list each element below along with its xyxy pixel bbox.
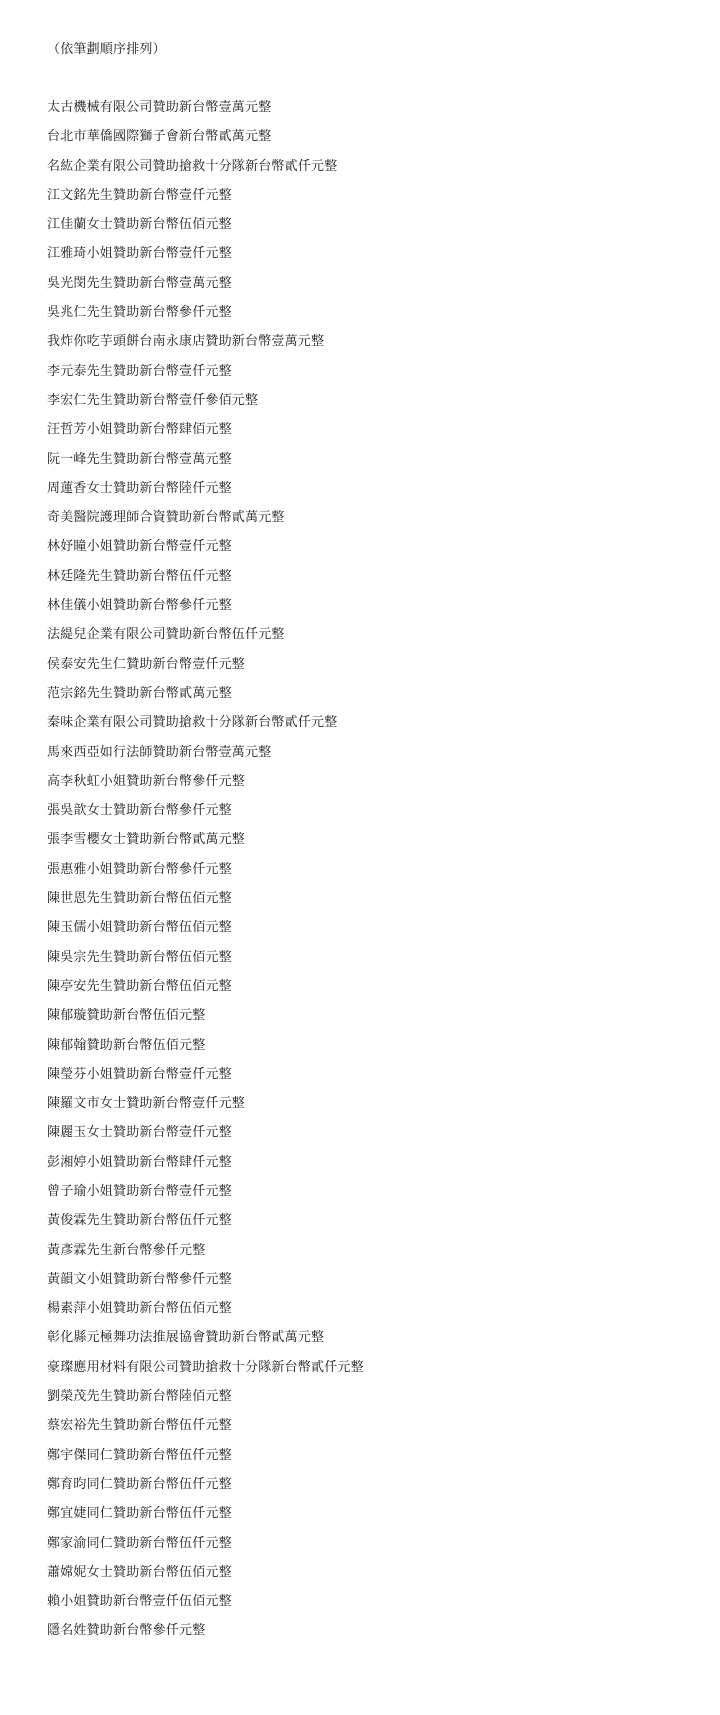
- donor-entry: 江文銘先生贊助新台幣壹仟元整: [47, 187, 232, 203]
- donor-entry: 范宗銘先生贊助新台幣貳萬元整: [47, 685, 232, 701]
- donor-entry: 馬來西亞如行法師贊助新台幣壹萬元整: [47, 744, 272, 760]
- donor-entry: 豪璨應用材料有限公司贊助搶救十分隊新台幣貳仟元整: [47, 1359, 364, 1375]
- donor-entry: 陳吳宗先生贊助新台幣伍佰元整: [47, 949, 232, 965]
- donor-entry: 張惠雅小姐贊助新台幣參仟元整: [47, 861, 232, 877]
- donor-entry: 李元泰先生贊助新台幣壹仟元整: [47, 363, 232, 379]
- donor-entry: 侯泰安先生仁贊助新台幣壹仟元整: [47, 656, 246, 672]
- donor-entry: 陳郁翰贊助新台幣伍佰元整: [47, 1037, 206, 1053]
- donor-entry: 吳光閔先生贊助新台幣壹萬元整: [47, 275, 232, 291]
- donor-entry: 林佳儀小姐贊助新台幣參仟元整: [47, 598, 232, 614]
- donor-entry: 黃俊霖先生贊助新台幣伍仟元整: [47, 1213, 232, 1229]
- donor-entry: 彭湘婷小姐贊助新台幣肆仟元整: [47, 1154, 232, 1170]
- donor-entry: 陳麗玉女士贊助新台幣壹仟元整: [47, 1125, 232, 1141]
- donor-entry: 曾子瑜小姐贊助新台幣壹仟元整: [47, 1183, 232, 1199]
- donor-entry: 楊素萍小姐贊助新台幣伍佰元整: [47, 1301, 232, 1317]
- donor-entry: 鄭宇傑同仁贊助新台幣伍仟元整: [47, 1447, 232, 1463]
- donor-entry: 鄭宜婕同仁贊助新台幣伍仟元整: [47, 1506, 232, 1522]
- donor-entry: 張吳歆女士贊助新台幣參仟元整: [47, 803, 232, 819]
- donor-entry: 彰化縣元極舞功法推展協會贊助新台幣貳萬元整: [47, 1330, 325, 1346]
- donor-entry: 陳郁璇贊助新台幣伍佰元整: [47, 1008, 206, 1024]
- donor-entry: 賴小姐贊助新台幣壹仟伍佰元整: [47, 1594, 232, 1610]
- donor-entry: 我炸你吃芋頭餅台南永康店贊助新台幣壹萬元整: [47, 334, 325, 350]
- donor-entry: 李宏仁先生贊助新台幣壹仟參佰元整: [47, 392, 259, 408]
- donor-entry: 江雅琦小姐贊助新台幣壹仟元整: [47, 246, 232, 262]
- donor-entry: 林廷隆先生贊助新台幣伍仟元整: [47, 568, 232, 584]
- donor-entry: 太古機械有限公司贊助新台幣壹萬元整: [47, 100, 272, 115]
- donor-entry: 汪哲芳小姐贊助新台幣肆佰元整: [47, 422, 232, 438]
- donor-entry: 鄭育昀同仁贊助新台幣伍仟元整: [47, 1476, 232, 1492]
- donor-entry: 阮一峰先生贊助新台幣壹萬元整: [47, 451, 232, 467]
- donor-list: [47, 98, 364, 1651]
- donor-entry: 鄭家渝同仁贊助新台幣伍仟元整: [47, 1535, 232, 1551]
- donor-entry: 法緹兒企業有限公司贊助新台幣伍仟元整: [47, 627, 285, 643]
- donor-entry: 江佳蘭女士贊助新台幣伍佰元整: [47, 217, 232, 233]
- donor-entry: 黃彥霖先生新台幣參仟元整: [47, 1242, 206, 1258]
- donor-entry: 隱名姓贊助新台幣參仟元整: [47, 1623, 206, 1639]
- donor-entry: 高李秋虹小姐贊助新台幣參仟元整: [47, 773, 246, 789]
- ordering-note: （依筆劃順序排列）: [47, 42, 166, 57]
- donor-entry: 陳瑩芬小姐贊助新台幣壹仟元整: [47, 1066, 232, 1082]
- donor-entry: 蕭嫦妮女士贊助新台幣伍佰元整: [47, 1564, 232, 1580]
- donor-entry: 奇美醫院護理師合資贊助新台幣貳萬元整: [47, 510, 285, 526]
- donor-entry: 陳世恩先生贊助新台幣伍佰元整: [47, 891, 232, 907]
- donor-entry: 陳玉儒小姐贊助新台幣伍佰元整: [47, 920, 232, 936]
- donor-entry: 劉榮茂先生贊助新台幣陸佰元整: [47, 1389, 232, 1405]
- donor-entry: 陳羅文市女士贊助新台幣壹仟元整: [47, 1096, 246, 1112]
- donor-entry: 張李雪櫻女士贊助新台幣貳萬元整: [47, 832, 246, 848]
- donor-entry: 吳兆仁先生贊助新台幣參仟元整: [47, 305, 232, 321]
- donor-entry: 黃韻文小姐贊助新台幣參仟元整: [47, 1271, 232, 1287]
- donor-entry: 陳亭安先生贊助新台幣伍佰元整: [47, 978, 232, 994]
- donor-entry: 周蓮香女士贊助新台幣陸仟元整: [47, 480, 232, 496]
- donor-entry: 秦味企業有限公司贊助搶救十分隊新台幣貳仟元整: [47, 715, 338, 731]
- donor-entry: 台北市華僑國際獅子會新台幣貳萬元整: [47, 129, 272, 145]
- donor-entry: 蔡宏裕先生贊助新台幣伍仟元整: [47, 1418, 232, 1434]
- donor-entry: 名紘企業有限公司贊助搶救十分隊新台幣貳仟元整: [47, 158, 338, 174]
- donor-entry: 林妤瞳小姐贊助新台幣壹仟元整: [47, 539, 232, 555]
